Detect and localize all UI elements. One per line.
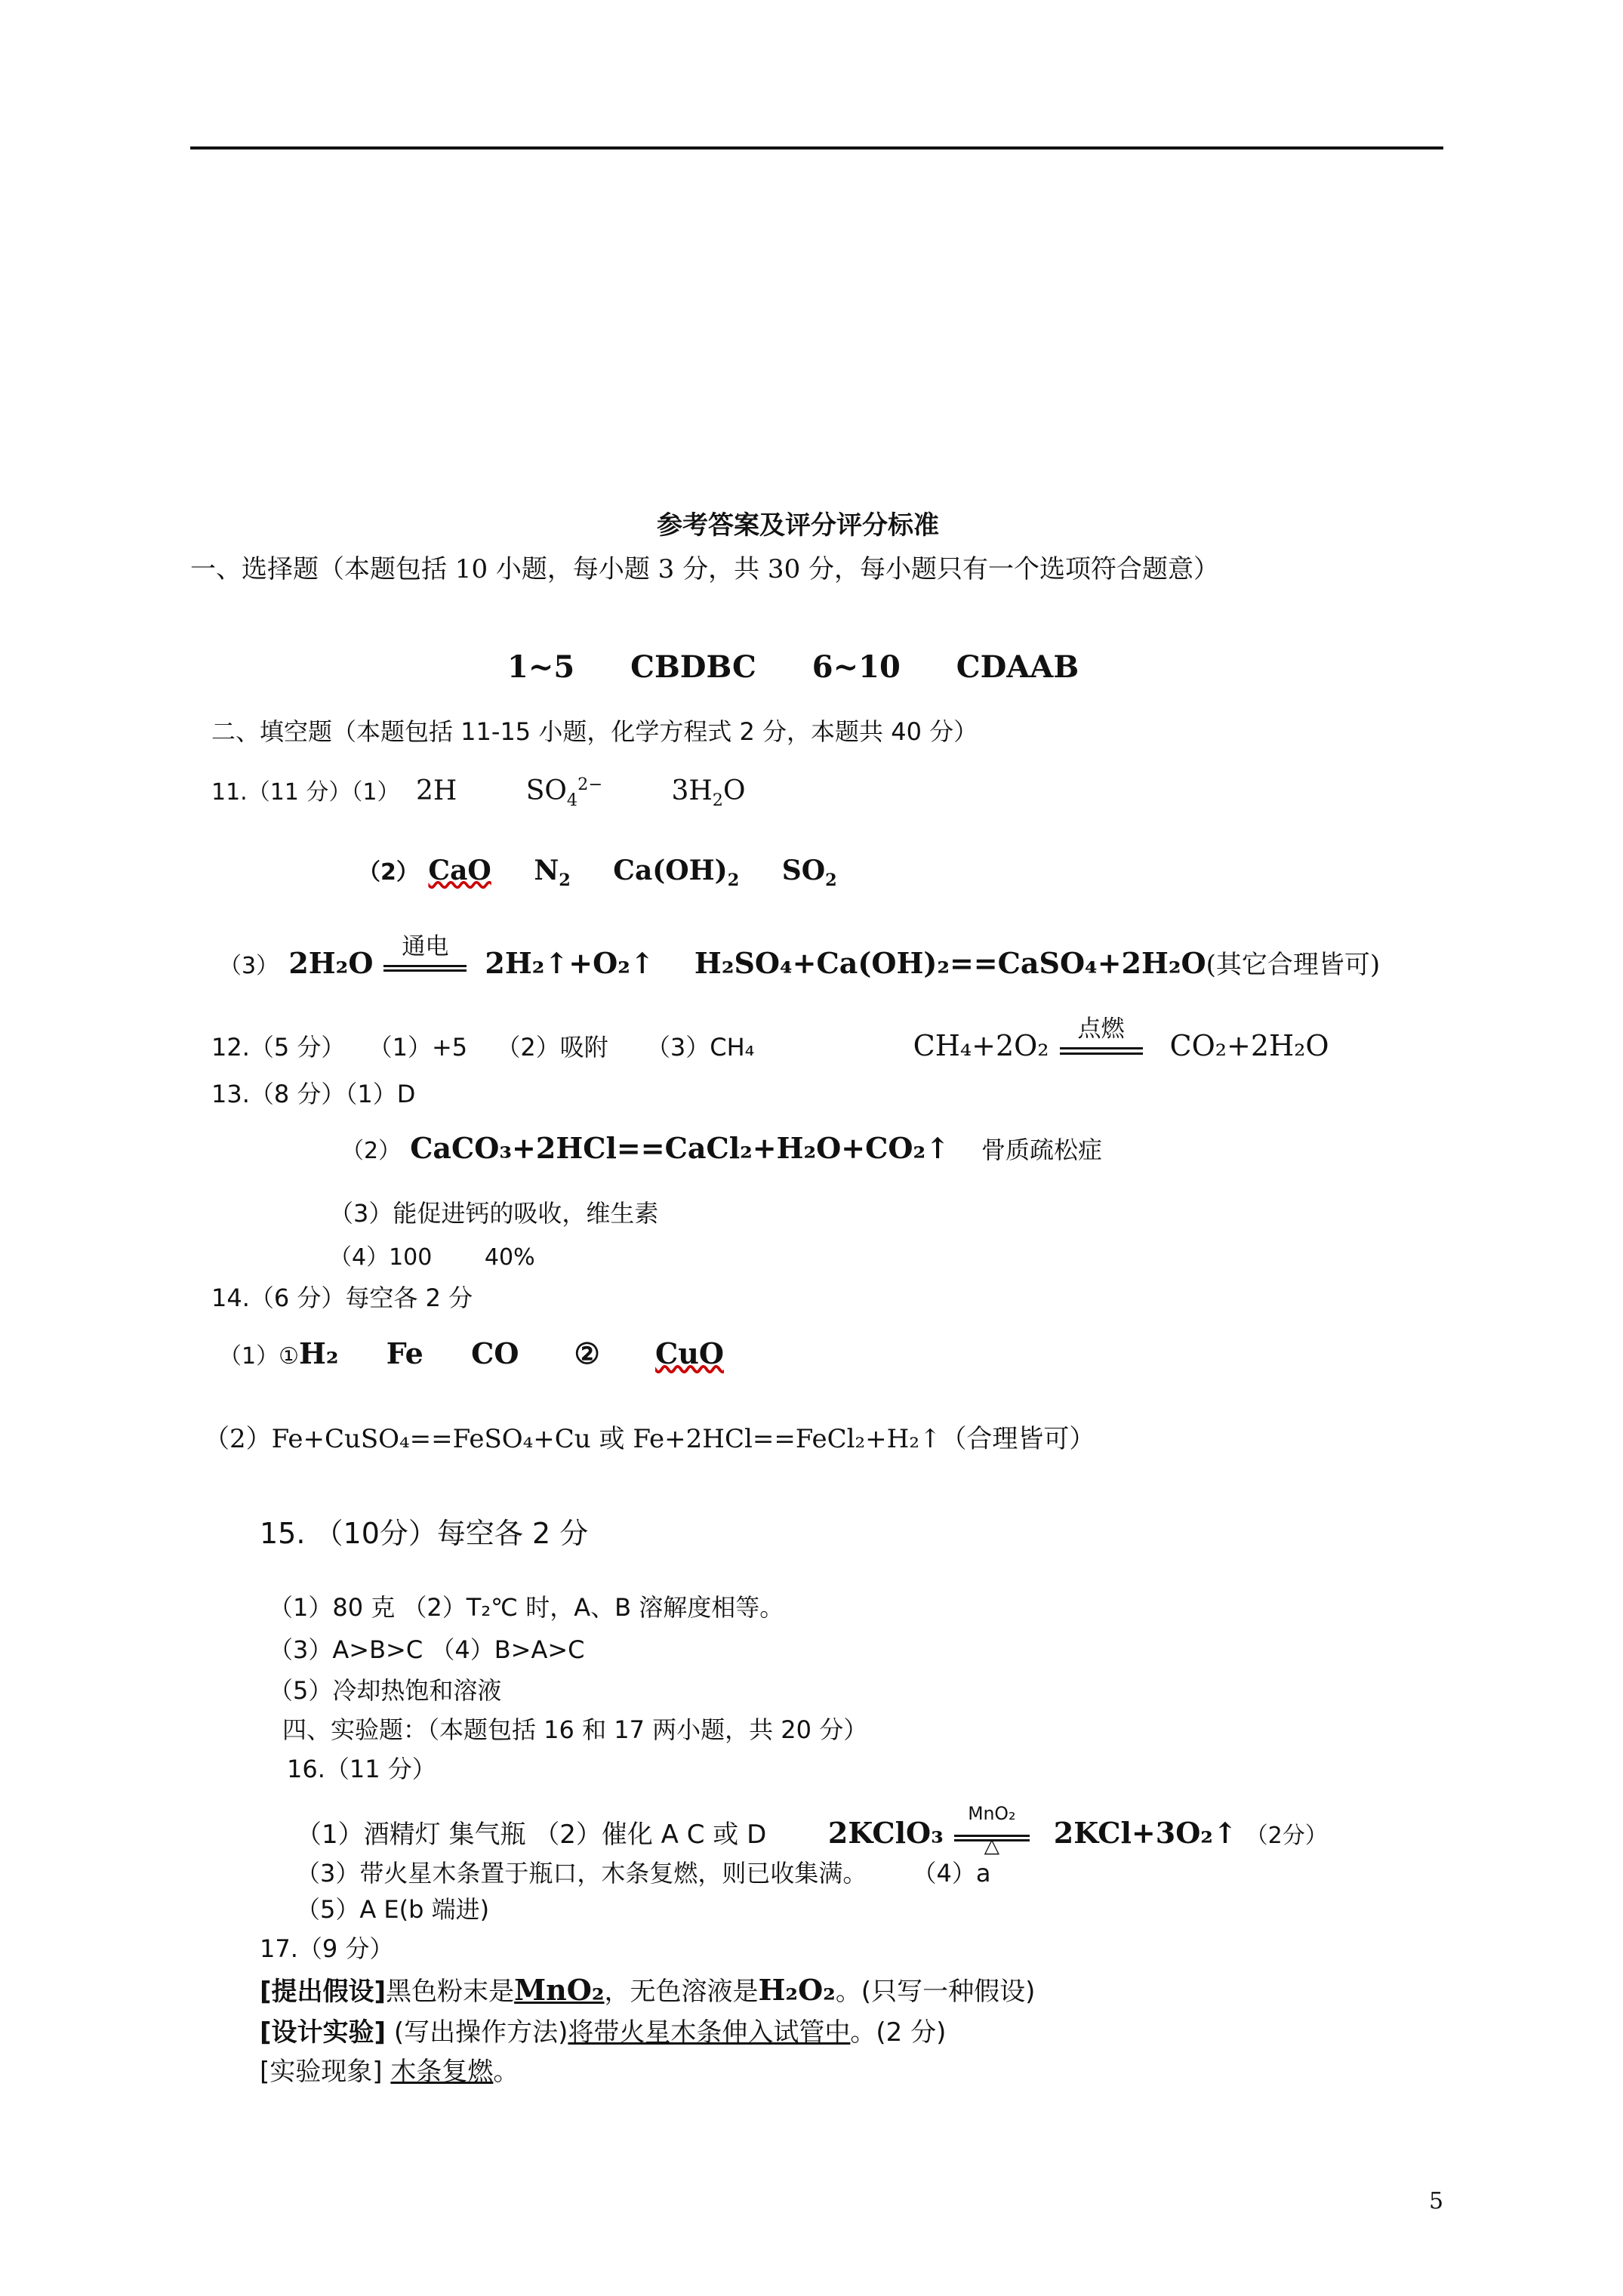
q17-phenomenon	[260, 2051, 519, 2088]
q15-part3: （3）A>B>C （4）B>A>C	[269, 1635, 585, 1664]
q15-part1: （1）80 克 （2）T₂℃ 时，A、B 溶解度相等。	[269, 1593, 784, 1622]
q12-answer-2: （2）吸附	[496, 1033, 608, 1062]
section1-heading: 一、选择题（本题包括 10 小题，每小题 3 分，共 30 分，每小题只有一个选项符合题意）	[190, 554, 1220, 584]
q14-part1-label: （1）①	[219, 1343, 299, 1370]
q11-eq2: H₂SO₄+Ca(OH)₂==CaSO₄+2H₂O	[694, 946, 1206, 980]
q17-label: 17.（9 分）	[260, 1934, 394, 1963]
q11-part2	[358, 853, 837, 890]
q13-part3: （3）能促进钙的吸收，维生素	[329, 1199, 659, 1228]
q17-design-text2: 将带火星木条伸入试管中	[568, 2017, 851, 2048]
q16-part1	[296, 1802, 1328, 1857]
q12-eq-condition: 点燃	[1060, 1034, 1143, 1063]
q11-part2-label: （2）	[358, 859, 419, 886]
q16-part4-text: （4）a	[912, 1859, 991, 1888]
q11-answer-n2: $N_2$	[534, 855, 571, 891]
q16-eq-right: 2KCl+3O₂↑	[1053, 1816, 1237, 1850]
section4-heading: 四、实验题：（本题包括 16 和 17 两小题，共 20 分）	[282, 1715, 868, 1744]
q12-line	[211, 1015, 1329, 1063]
q14-answer-fe: Fe	[386, 1336, 423, 1370]
q17-design-text3: 。(2 分)	[850, 2017, 947, 2048]
q11-label: 11.（11 分）（1）	[211, 779, 400, 806]
q15-part5: （5）冷却热饱和溶液	[269, 1676, 502, 1705]
q13-part4	[329, 1238, 535, 1271]
q16-label: 16.（11 分）	[287, 1755, 436, 1783]
q16-part5: （5）A E(b 端进)	[296, 1895, 490, 1924]
q12-eq-right: CO₂+2H₂O	[1169, 1029, 1329, 1062]
answer-range-1: 1~5	[507, 649, 575, 685]
q13-part2-label: （2）	[341, 1138, 402, 1164]
q13-label: 13.（8 分）（1）D	[211, 1080, 416, 1108]
q11-answer-so4: $SO_4^{2-}$	[525, 775, 603, 811]
q11-note: (其它合理皆可)	[1206, 950, 1381, 980]
q17-hyp-text3: 。(只写一种假设)	[835, 1977, 1036, 2007]
q11-part1	[211, 773, 746, 810]
q16-eq-left: 2KClO₃	[827, 1816, 944, 1850]
header-rule	[190, 146, 1443, 149]
q13-answer-4a: （4）100	[329, 1244, 433, 1271]
q17-hyp-tag: [提出假设]	[260, 1977, 387, 2007]
q17-phen-tag: [实验现象]	[260, 2057, 383, 2087]
q17-hyp-h2o2: H₂O₂	[758, 1973, 836, 2007]
answer-set-1: CBDBC	[630, 649, 756, 685]
q16-score: （2分）	[1245, 1823, 1328, 1849]
q11-part3-label: （3）	[219, 953, 279, 979]
answer-range-2: 6~10	[812, 649, 901, 685]
q14-circle-2: ②	[574, 1336, 600, 1370]
q12-answer-1: （1）+5	[368, 1033, 468, 1062]
q16-part3-text: （3）带火星木条置于瓶口，木条复燃，则已收集满。	[296, 1859, 867, 1888]
q12-eq-left: CH₄+2O₂	[913, 1029, 1049, 1062]
q17-hyp-text2: ，无色溶液是	[604, 1977, 759, 2007]
q11-answer-caoh2: $Ca(OH)_2$	[613, 855, 740, 891]
q14-part1	[219, 1336, 724, 1370]
q17-hyp-text1: 黑色粉末是	[386, 1977, 515, 2007]
q11-eq1-right: 2H₂↑+O₂↑	[485, 946, 654, 980]
section2-heading: 二、填空题（本题包括 11-15 小题，化学方程式 2 分，本题共 40 分）	[211, 717, 978, 746]
q12-label: 12.（5 分）	[211, 1033, 346, 1062]
q11-part3	[219, 932, 1381, 981]
answer-set-2: CDAAB	[956, 649, 1079, 685]
q11-eq1-condition: 通电	[383, 952, 467, 981]
page-title: 参考答案及评分评分标准	[657, 510, 939, 541]
q13-part2	[341, 1131, 1102, 1166]
q11-answer-2h: 2H	[415, 775, 457, 806]
q13-answer-4b: 40%	[484, 1244, 535, 1271]
q11-answer-cao: CaO	[428, 855, 491, 886]
q17-phen-text: 木条复燃	[390, 2057, 494, 2087]
q14-answer-co: CO	[471, 1336, 519, 1370]
q16-part3	[296, 1854, 991, 1889]
q11-answer-so2: $SO_2$	[781, 855, 837, 891]
q15-label: 15. （10分）每空各 2 分	[260, 1517, 589, 1550]
q13-note: 骨质疏松症	[981, 1136, 1103, 1164]
q17-design-text1: (写出操作方法)	[393, 2017, 568, 2048]
q14-part2: （2）Fe+CuSO₄==FeSO₄+Cu 或 Fe+2HCl==FeCl₂+H₂↑（合理皆可）	[204, 1424, 1095, 1454]
q17-hyp-mno2: MnO₂	[514, 1973, 605, 2007]
q11-eq1-left: 2H₂O	[288, 946, 374, 980]
choice-answers	[507, 649, 1079, 685]
q17-design	[260, 2011, 946, 2048]
q17-design-tag: [设计实验]	[260, 2017, 387, 2048]
q16-part1-text: （1）酒精灯 集气瓶 （2）催化 A C 或 D	[296, 1820, 767, 1850]
q17-phen-end: 。	[493, 2057, 519, 2087]
q12-answer-3: （3）CH₄	[645, 1033, 755, 1062]
q17-hypothesis	[260, 1971, 1035, 2008]
q14-answer-h2: H₂	[298, 1336, 339, 1370]
q14-answer-cuo: CuO	[654, 1336, 724, 1370]
q13-equation: CaCO₃+2HCl==CaCl₂+H₂O+CO₂↑	[410, 1131, 950, 1165]
q16-eq-condition: MnO₂ △	[954, 1822, 1030, 1851]
q11-answer-3h2o: $3H_2O$	[671, 775, 746, 811]
q14-label: 14.（6 分）每空各 2 分	[211, 1284, 473, 1312]
page-number: 5	[1429, 2188, 1444, 2214]
